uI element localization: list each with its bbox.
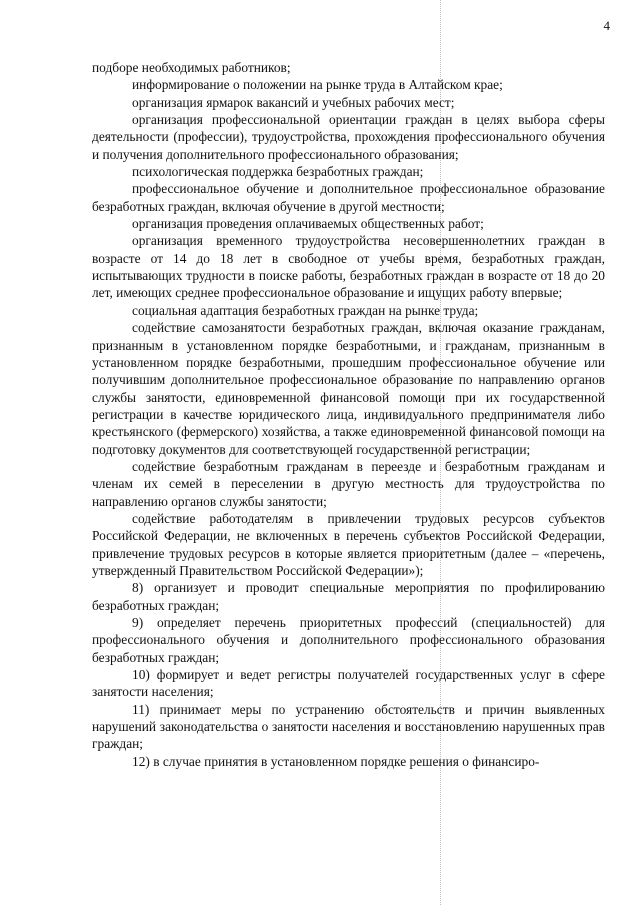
list-item-social-adaptation: социальная адаптация безработных граждан на рынке труда;	[132, 302, 479, 318]
list-item-psychological-support: психологическая поддержка безработных граждан;	[132, 164, 424, 180]
numbered-item-10: 10) формирует и ведет регистры получателей государственных услуг в сфере занятости населения;	[92, 667, 605, 700]
document-body	[92, 59, 605, 770]
paragraph-continuation: подборе необходимых работников;	[92, 60, 291, 75]
list-item-public-works: организация проведения оплачиваемых общественных работ;	[132, 216, 484, 232]
numbered-item-11: 11) принимает меры по устранению обстоятельств и причин выявленных нарушений законодательства о занятости населения и восстановлению нарушенных прав граждан;	[92, 701, 605, 752]
list-item-professional-training: профессиональное обучение и дополнительное профессиональное образование безработных граждан, включая обучение в другой местности;	[92, 181, 605, 214]
list-item-employer-assistance: содействие работодателям в привлечении трудовых ресурсов субъектов Российской Федерации, не включенных в перечень субъектов Российской Федерации, привлечение трудовых ресурсов в которые является приоритетным (далее – «перечень, утвержденный Правительством Российской Федерации»);	[92, 510, 605, 578]
list-item-career-guidance: организация профессиональной ориентации граждан в целях выбора сферы деятельности (профессии), трудоустройства, прохождения профессионального обучения и получения дополнительного профессионального образования;	[92, 112, 605, 162]
list-item-labor-market-info: информирование о положении на рынке труда в Алтайском крае;	[132, 77, 503, 93]
numbered-item-8: 8) организует и проводит специальные мероприятия по профилированию безработных граждан;	[92, 580, 605, 613]
list-item-relocation: содействие безработным гражданам в переезде и безработным гражданам и членам их семей в переселении в другую местность для трудоустройства по направлению органов службы занятости;	[92, 458, 605, 509]
page-number: 4	[603, 18, 610, 33]
list-item-temporary-employment: организация временного трудоустройства несовершеннолетних граждан в возрасте от 14 до 18 лет в свободное от учебы время, безработных граждан, испытывающих трудности в поиске работы, безработных граждан в возрасте от 18 до 20 лет, имеющих среднее профессиональное образование и ищущих работу впервые;	[92, 233, 605, 301]
list-item-job-fairs: организация ярмарок вакансий и учебных рабочих мест;	[132, 94, 455, 110]
list-item-self-employment: содействие самозанятости безработных граждан, включая оказание гражданам, признанным в установленном порядке безработными, и гражданам, признанным в установленном порядке безработными, прошедшим профессиональное обучение или получившим дополнительное профессиональное образование по направлению органов службы занятости, единовременной финансовой помощи при их государственной регистрации в качестве юридического лица, индивидуального предпринимателя либо крестьянского (фермерского) хозяйства, а также единовременной финансовой помощи на подготовку документов для соответствующей государственной регистрации;	[92, 320, 605, 457]
numbered-item-12: 12) в случае принятия в установленном порядке решения о финансиро-	[132, 753, 540, 769]
numbered-item-9: 9) определяет перечень приоритетных профессий (специальностей) для профессионального обучения и дополнительного профессионального образования безработных граждан;	[92, 615, 605, 665]
